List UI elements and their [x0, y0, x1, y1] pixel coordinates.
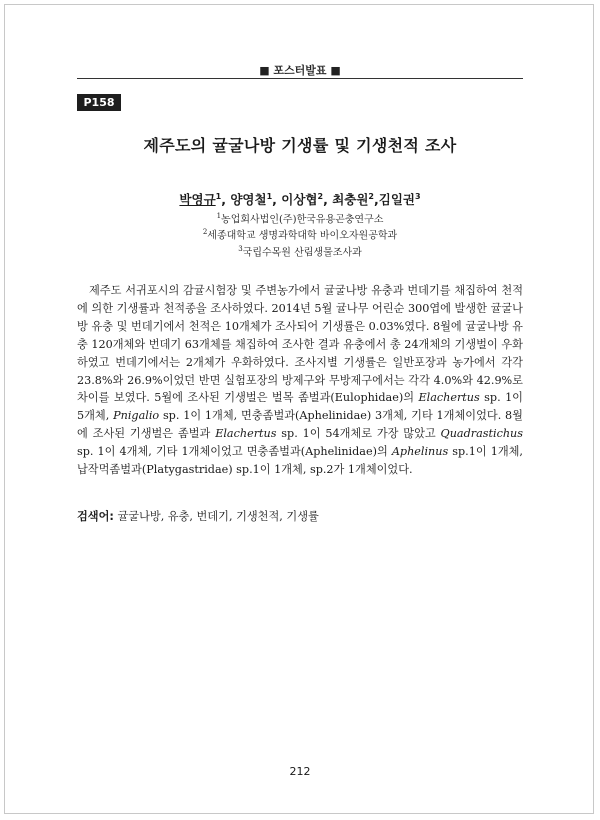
page-number: 212 [289, 765, 311, 778]
section-header: ■ 포스터발표 ■ [259, 64, 341, 77]
keywords-text: 귤굴나방, 유충, 번데기, 기생천적, 기생률 [117, 510, 319, 523]
keywords [77, 508, 523, 524]
affiliation-line: $^1$농업회사법인(주)한국유용곤충연구소 [216, 212, 384, 226]
author-affil-mark: 1 [215, 191, 222, 201]
author-affil-mark: 2 [317, 191, 324, 201]
author-name: 박영규 [179, 192, 216, 207]
genus-name: Aphelinus [391, 445, 449, 459]
author-affil-mark: 2 [368, 191, 374, 201]
author-affil-mark: 1 [266, 191, 273, 201]
genus-name: Quadrastichus [440, 427, 523, 441]
keywords-label: 검색어: [77, 510, 114, 523]
affiliation-line: $^2$세종대학교 생명과학대학 바이오자원공학과 [202, 228, 398, 242]
author-name: 김일권 [378, 192, 415, 207]
genus-name: Pnigalio [113, 409, 160, 423]
genus-name: Elachertus [215, 427, 277, 441]
affiliations [77, 210, 523, 259]
paper-title: 제주도의 귤굴나방 기생률 및 기생천적 조사 [143, 136, 457, 155]
author-affil-mark: 3 [414, 191, 421, 201]
author-name: 최충원 [332, 192, 369, 207]
author-list: 박영규$^1$, 양영철$^1$, 이상협$^2$, 최충원$^2$,김일권$^3$ [179, 191, 421, 207]
author-name: 이상협 [281, 192, 318, 207]
genus-name: Elachertus [418, 391, 480, 405]
abstract-body: 제주도 서귀포시의 감귤시험장 및 주변농가에서 귤굴나방 유충과 번데기를 채집하여 천적에 의한 기생률과 천적종을 조사하였다. 2014년 5월 귤나무 어린순 300엽에 발생한 귤굴나방 유충 및 번데기에서 천적은 10개체가 조사되어 기생률은 0.03%였다. 8월에 귤굴나방 유충 120개체와 번데기 63개체를 채집하여 조사한 결과 유충에서 총 24개체의 기생벌이 우화하였고 번데기에서는 2개체가 우화하였다. 조사지별 기생률은 일반포장과 농가에서 각각 23.8%와 26.9%이었던 반면 실험포장의 방제구와 무방제구에서는 각각 4.0%와 42.9%로 차이를 보였다. 5월에 조사된 기생벌은 벌목 좀벌과(Eulophidae)의 Elachertus sp. 1이 5개체, Pnigalio sp. 1이 1개체, 면충좀벌과(Aphelinidae) 3개체, 기타 1개체이었다. 8월에 조사된 기생벌은 좀벌과 Elachertus sp. 1이 54개체로 가장 많았고 Quadrastichus sp. 1이 4개체, 기타 1개체이었고 면충좀벌과(Aphelinidae)의 Aphelinus sp.1이 1개체, 납작먹좀벌과(Platygastridae) sp.1이 1개체, sp.2가 1개체이었다. [77, 284, 523, 477]
author-name: 양영철 [230, 192, 267, 207]
poster-id-badge: P158 [77, 94, 121, 111]
affiliation-line: $^3$국립수목원 산림생물조사과 [238, 244, 362, 258]
header-divider [77, 78, 523, 79]
